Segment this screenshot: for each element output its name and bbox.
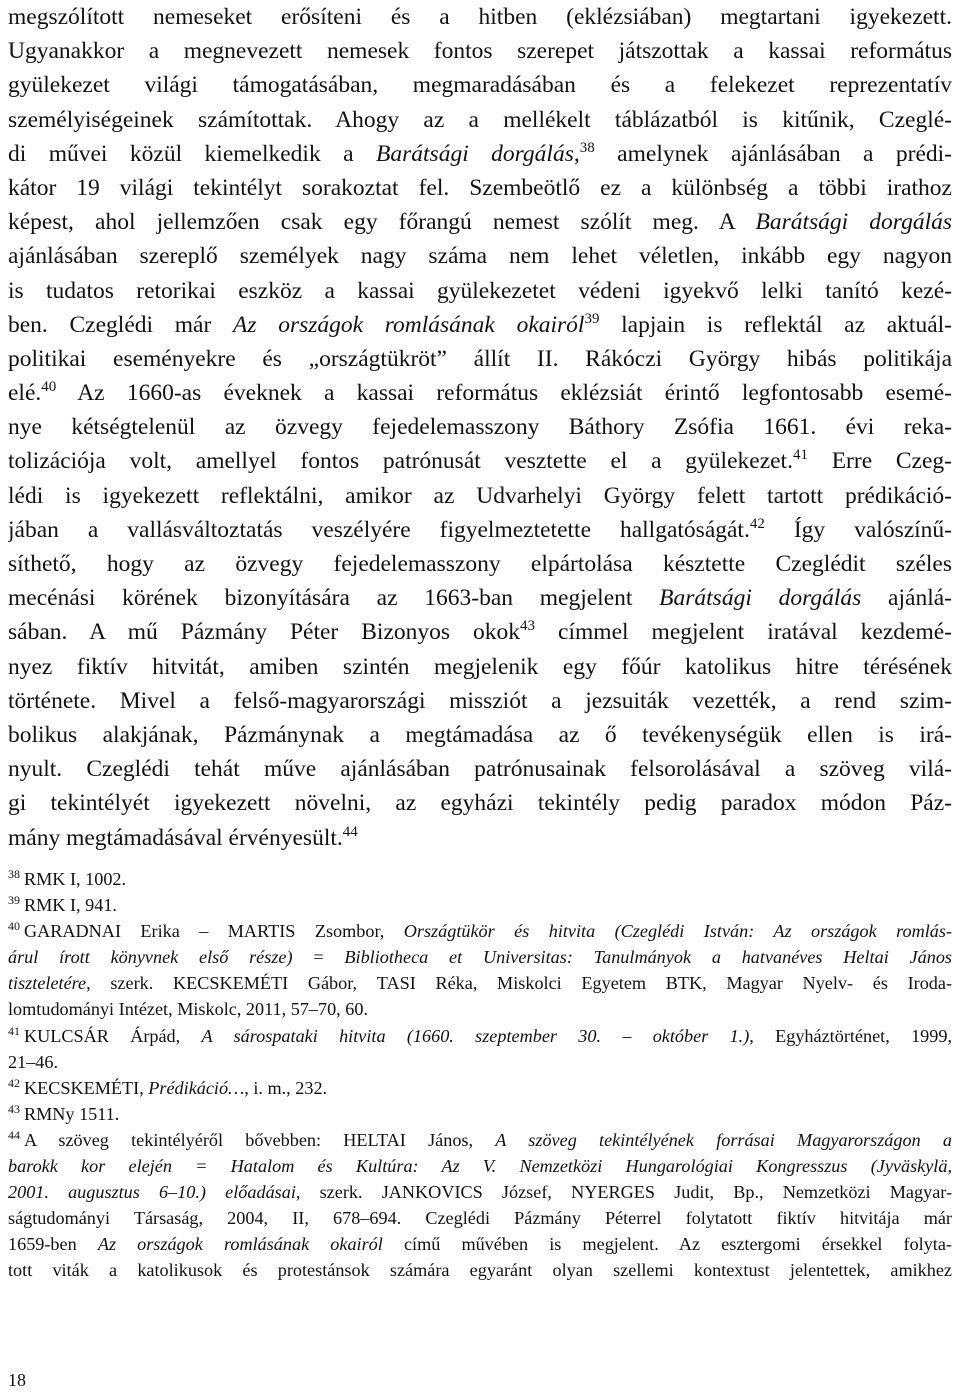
- text-line: [8, 410, 952, 444]
- footnote-40: [8, 918, 952, 944]
- text-line: [8, 479, 952, 513]
- text-run: mecénási körének bizonyítására az 1663-ban megjelent: [8, 585, 660, 612]
- text-run: Erre Czeg-: [807, 448, 952, 475]
- footnote-text: Gábor,: [288, 973, 377, 994]
- author-name: GARADNAI: [24, 921, 121, 942]
- text-run: jában a vallásváltoztatás veszélyére figyelmeztetette hallgatóságát.: [8, 516, 750, 543]
- footnote-text: , Egyháztörténet, 1999,: [749, 1025, 952, 1046]
- text-run: Az 1660-as éveknek a kassai református eklézsiát érintő legfontosabb esemé-: [56, 380, 952, 407]
- footnote-text: Zsombor,: [295, 921, 404, 942]
- text-run: képest, ahol jellemzően csak egy főrangú nemest szólít meg. A: [8, 209, 756, 236]
- footnote-40-cont: [8, 944, 952, 970]
- footnote-39: [8, 892, 952, 918]
- text-run: ajánlásában szereplő személyek nagy száma nem lehet véletlen, inkább egy nagyon: [8, 243, 952, 270]
- text-run: sában. A mű Pázmány Péter Bizonyos okok: [8, 619, 521, 646]
- page-number: 18: [8, 1370, 26, 1390]
- author-name: KECSKEMÉTI: [24, 1077, 140, 1098]
- text-line: [8, 342, 952, 376]
- text-line: [8, 444, 952, 478]
- text-run: gi tekintélyét igyekezett növelni, az egyházi tekintély pedig paradox módon Páz-: [8, 790, 952, 817]
- footnote-44: [8, 1127, 952, 1153]
- italic-title: A sárospataki hitvita (1660. szeptember 30. – október 1.): [201, 1025, 750, 1046]
- footnote-41: [8, 1023, 952, 1049]
- text-run: lapjain is reflektál az aktuál-: [599, 311, 952, 338]
- footnote-text: , szerk.: [86, 973, 173, 994]
- text-run: ,: [573, 140, 580, 167]
- footnote-text: ,: [139, 1077, 149, 1098]
- text-run: nye kétségtelenül az özvegy fejedelemasszony Báthory Zsófia 1661. évi reka-: [8, 414, 952, 441]
- author-name: NYERGES: [571, 1182, 655, 1203]
- text-line: [8, 786, 952, 820]
- text-run: kátor 19 világi tekintélyt sorakoztat fel. Szembeötlő ez a különbség a többi irathoz: [8, 174, 952, 201]
- italic-title: Prédikáció…: [148, 1077, 245, 1098]
- text-line: [8, 718, 952, 752]
- text-line: [8, 274, 952, 308]
- italic-title: Barátsági dorgálás: [659, 585, 862, 612]
- footnote-number: 38: [8, 867, 20, 881]
- author-name: JANKOVICS: [381, 1182, 483, 1203]
- footnote-number: 43: [8, 1101, 20, 1116]
- text-line: [8, 205, 952, 239]
- footnotes: [8, 866, 952, 1284]
- text-line: [8, 34, 952, 68]
- text-run: lédi is igyekezett reflektálni, amikor az Udvarhelyi György felett tartott prédikáció-: [8, 482, 952, 509]
- author-name: KECSKEMÉTI: [172, 973, 289, 994]
- text-run: síthető, hogy az özvegy fejedelemasszony elpártolása késztette Czeglédit széles: [8, 551, 952, 577]
- text-run: amelynek ajánlásában a prédi-: [594, 140, 952, 167]
- text-run: története. Mivel a felső-magyarországi missziót a jezsuiták vezették, a rend szim-: [8, 687, 952, 714]
- footnote-43: [8, 1101, 952, 1127]
- text-line: [8, 752, 952, 786]
- footnote-text: RMK I, 1002.: [24, 869, 127, 889]
- footnote-ref: 38: [579, 139, 595, 156]
- footnote-text: című művében is megjelent. Az esztergomi érsekkel folyta-: [382, 1234, 952, 1255]
- text-run: tolizációja volt, amellyel fontos patrónusát vesztette el a gyülekezet.: [8, 448, 793, 475]
- author-name: TASI: [376, 973, 416, 994]
- text-line: [8, 171, 952, 205]
- footnote-number: 39: [8, 893, 20, 908]
- text-line: [8, 137, 952, 171]
- text-run: is tudatos retorikai eszköz a kassai gyülekezetet védeni igyekvő lelki tanító kezé-: [8, 277, 952, 304]
- text-run: politikai eseményekre és „országtükröt” állít II. Rákóczi György hibás politikája: [8, 345, 952, 372]
- footnote-text: A szöveg tekintélyéről bővebben:: [24, 1129, 344, 1150]
- footnote-44-cont: [8, 1179, 952, 1205]
- italic-title: Az országok romlásának okairól: [232, 311, 585, 338]
- footnote-text: 1659-ben: [8, 1234, 98, 1255]
- footnote-text: tott viták a katolikusok és protestánsok számára egyaránt olyan szellemi kontextust jelentettek, amikhez: [8, 1260, 952, 1281]
- footnote-42: [8, 1075, 952, 1101]
- italic-title: Barátsági dorgálás: [755, 209, 952, 236]
- text-line: [8, 650, 952, 684]
- footnote-text: József,: [482, 1182, 572, 1203]
- text-line: [8, 547, 952, 581]
- body-text: [8, 0, 952, 855]
- footnote-ref: 42: [749, 515, 765, 532]
- text-run: nyez fiktív hitvitát, amiben szintén megjelenik egy főúr katolikus hitre térésének: [8, 653, 952, 680]
- footnote-ref: 40: [41, 379, 57, 396]
- footnote-number: 42: [8, 1075, 20, 1090]
- footnote-ref: 44: [342, 823, 358, 840]
- footnote-44-cont: [8, 1205, 952, 1231]
- footnote-ref: 39: [584, 310, 600, 327]
- italic-title: Az országok romlásának okairól: [97, 1234, 383, 1255]
- text-run: mány megtámadásával érvényesült.: [8, 824, 343, 851]
- italic-title: Bibliotheca et Universitas: Tanulmányok a hatvanéves Heltai János: [344, 947, 952, 968]
- text-run: ajánlá-: [861, 585, 952, 612]
- text-run: megszólított nemeseket erősíteni és a hitben (eklézsiában) megtartani igyekezett.: [8, 4, 952, 30]
- text-line: [8, 308, 952, 342]
- text-line: [8, 68, 952, 102]
- text-run: nyult. Czeglédi tehát műve ajánlásában patrónusainak felsorolásával a szöveg vilá-: [8, 756, 952, 783]
- text-run: di művei közül kiemelkedik a: [8, 140, 377, 167]
- footnote-text: Judit, Bp., Nemzetközi Magyar-: [654, 1182, 952, 1203]
- paragraph: [8, 0, 952, 855]
- text-line: [8, 684, 952, 718]
- footnote-number: 44: [8, 1127, 20, 1142]
- footnote-44-cont: [8, 1257, 952, 1283]
- footnote-number: 41: [8, 1023, 20, 1038]
- footnote-text: RMNy 1511.: [24, 1103, 120, 1124]
- footnote-text: RMK I, 941.: [24, 895, 117, 916]
- author-name: KULCSÁR: [24, 1025, 109, 1046]
- footnote-text: lomtudományi Intézet, Miskolc, 2011, 57–70, 60.: [8, 999, 369, 1020]
- footnote-text: , i. m., 232.: [244, 1077, 328, 1098]
- text-line: [8, 581, 952, 615]
- footnote-41-cont: [8, 1049, 952, 1075]
- footnote-text: Árpád,: [108, 1025, 202, 1046]
- footnote-ref: 41: [792, 447, 808, 464]
- footnote-text: Réka, Miskolci Egyetem BTK, Magyar Nyelv- és Iroda-: [415, 973, 952, 994]
- italic-title: barokk kor elején = Hatalom és Kultúra: Az V. Nemzetközi Hungarológiai Kongresszus (Jyväskylä,: [8, 1156, 952, 1177]
- italic-title: 2001. augusztus 6–10.) előadásai: [8, 1182, 296, 1203]
- italic-title: árul írott könyvnek első része): [8, 947, 293, 968]
- text-run: Így valószínű-: [764, 516, 952, 543]
- footnote-text: János,: [405, 1129, 496, 1150]
- italic-title: A szöveg tekintélyének forrásai Magyarországon a: [495, 1129, 952, 1150]
- text-run: Ugyanakkor a megnevezett nemesek fontos szerepet játszottak a kassai református: [8, 38, 952, 65]
- text-run: címmel megjelent iratával kezdemé-: [535, 619, 952, 646]
- footnote-number: 40: [8, 919, 20, 934]
- text-line: [8, 376, 952, 410]
- text-run: ben. Czeglédi már: [8, 311, 233, 338]
- footnote-44-cont: [8, 1231, 952, 1257]
- footnote-ref: 43: [520, 618, 536, 635]
- text-line: [8, 239, 952, 273]
- footnote-44-cont: [8, 1153, 952, 1179]
- text-line: [8, 615, 952, 649]
- italic-title: Barátsági dorgálás: [376, 140, 574, 167]
- footnote-40-cont: [8, 996, 952, 1022]
- footnote-text: =: [292, 947, 345, 968]
- italic-title: tiszteletére: [8, 973, 87, 994]
- text-run: bolikus alakjának, Pázmánynak a megtámadása az ő tevékenységük ellen is irá-: [8, 721, 952, 748]
- footnote-40-cont: [8, 970, 952, 996]
- footnote-text: , szerk.: [295, 1182, 382, 1203]
- text-line: [8, 103, 952, 137]
- footnote-text: Erika –: [121, 921, 228, 942]
- author-name: HELTAI: [343, 1129, 406, 1150]
- footnote-38: [8, 866, 952, 892]
- text-line: [8, 0, 952, 34]
- text-line: [8, 513, 952, 547]
- text-line: [8, 821, 952, 855]
- text-run: gyülekezet világi támogatásában, megmaradásában és a felekezet reprezentatív: [8, 72, 952, 99]
- text-run: személyiségeinek számítottak. Ahogy az a mellékelt táblázatból is kitűnik, Czeglé-: [8, 106, 952, 133]
- author-name: MARTIS: [227, 921, 296, 942]
- footnote-text: ságtudományi Társaság, 2004, II, 678–694. Czeglédi Pázmány Péterrel folytatott fiktív hitvitája már: [8, 1208, 952, 1229]
- footnote-text: 21–46.: [8, 1051, 59, 1072]
- text-run: elé.: [8, 380, 42, 407]
- italic-title: Országtükör és hitvita (Czeglédi István: Az országok romlás-: [403, 921, 952, 942]
